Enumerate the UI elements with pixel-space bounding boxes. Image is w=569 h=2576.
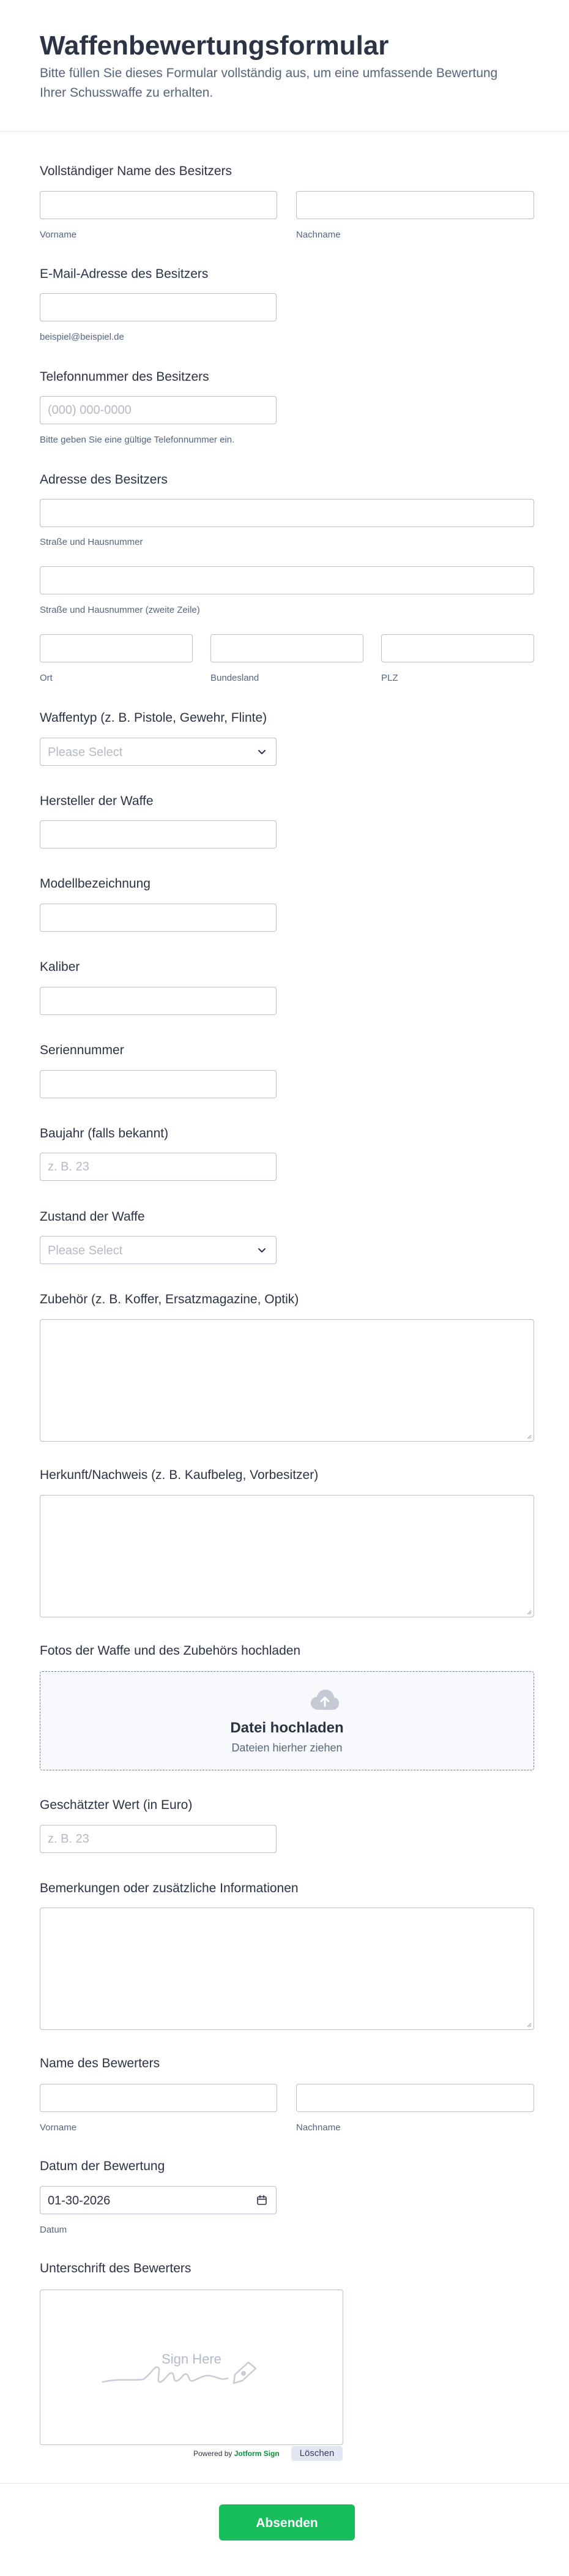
file-upload-dropzone[interactable]: [40, 1671, 534, 1770]
value-estimate-input[interactable]: [40, 1825, 277, 1853]
appraiser-last-name-input[interactable]: [296, 2084, 534, 2112]
model-input[interactable]: [40, 904, 277, 932]
appraiser-first-name-input[interactable]: [40, 2084, 277, 2112]
owner-first-name-input[interactable]: [40, 191, 277, 219]
signature-scribble-icon: [102, 2350, 279, 2393]
appraiser-first-name-sublabel: Vorname: [40, 2122, 77, 2133]
resize-handle-icon[interactable]: [526, 1609, 532, 1615]
street-line1-sublabel: Straße und Hausnummer: [40, 537, 143, 547]
model-label: Modellbezeichnung: [40, 877, 151, 891]
signature-label: Unterschrift des Bewerters: [40, 2261, 192, 2275]
owner-first-name-sublabel: Vorname: [40, 230, 77, 240]
value-estimate-label: Geschätzter Wert (in Euro): [40, 1798, 193, 1812]
phone-input[interactable]: [40, 396, 277, 424]
weapon-type-select[interactable]: [40, 738, 277, 766]
year-input[interactable]: [40, 1153, 277, 1181]
date-value: 01-30-2026: [48, 2194, 111, 2207]
chevron-down-icon: [256, 746, 267, 757]
jotform-sign-brand: Jotform Sign: [234, 2449, 280, 2458]
street-line1-input[interactable]: [40, 499, 534, 527]
chevron-down-icon: [256, 1245, 267, 1256]
email-input[interactable]: [40, 293, 277, 321]
manufacturer-label: Hersteller der Waffe: [40, 794, 154, 808]
form-title: Waffenbewertungsformular: [40, 31, 389, 61]
state-input[interactable]: [210, 634, 363, 662]
form-subtitle: Bitte füllen Sie dieses Formular vollständig aus, um eine umfassende Bewertung Ihrer Schusswaffe zu erhalten.: [40, 66, 498, 100]
zip-input[interactable]: [381, 634, 534, 662]
appraiser-last-name-sublabel: Nachname: [296, 2122, 341, 2133]
clear-signature-button[interactable]: Löschen: [291, 2446, 343, 2461]
weapon-type-value: Please Select: [48, 746, 123, 759]
owner-name-label: Vollständiger Name des Besitzers: [40, 164, 232, 178]
resize-handle-icon[interactable]: [526, 1433, 532, 1439]
resize-handle-icon[interactable]: [526, 2021, 532, 2027]
condition-value: Please Select: [48, 1244, 123, 1257]
accessories-textarea[interactable]: [40, 1319, 534, 1442]
remarks-textarea[interactable]: [40, 1908, 534, 2030]
condition-select[interactable]: [40, 1236, 277, 1264]
form-header: [0, 0, 569, 132]
weapon-type-label: Waffentyp (z. B. Pistole, Gewehr, Flinte): [40, 711, 267, 725]
street-line2-input[interactable]: [40, 566, 534, 594]
provenance-label: Herkunft/Nachweis (z. B. Kaufbeleg, Vorbesitzer): [40, 1468, 319, 1482]
phone-sublabel: Bitte geben Sie eine gültige Telefonnummer ein.: [40, 435, 235, 445]
email-sublabel: beispiel@beispiel.de: [40, 332, 124, 342]
street-line2-sublabel: Straße und Hausnummer (zweite Zeile): [40, 605, 200, 615]
phone-label: Telefonnummer des Besitzers: [40, 370, 209, 384]
date-label: Datum der Bewertung: [40, 2159, 165, 2173]
calendar-icon[interactable]: [256, 2195, 267, 2206]
remarks-label: Bemerkungen oder zusätzliche Informationen: [40, 1881, 299, 1895]
serial-label: Seriennummer: [40, 1043, 124, 1057]
appraiser-name-label: Name des Bewerters: [40, 2056, 160, 2070]
zip-sublabel: PLZ: [381, 673, 398, 683]
owner-last-name-sublabel: Nachname: [296, 230, 341, 240]
owner-last-name-input[interactable]: [296, 191, 534, 219]
city-sublabel: Ort: [40, 673, 53, 683]
signature-pad[interactable]: [40, 2290, 343, 2445]
year-label: Baujahr (falls bekannt): [40, 1126, 169, 1140]
manufacturer-input[interactable]: [40, 820, 277, 848]
form-footer: [0, 2483, 569, 2576]
cloud-upload-icon: [310, 1688, 340, 1712]
city-input[interactable]: [40, 634, 193, 662]
signature-placeholder: Sign Here: [162, 2351, 221, 2367]
caliber-label: Kaliber: [40, 960, 80, 974]
provenance-textarea[interactable]: [40, 1495, 534, 1617]
upload-hint: Dateien hierher ziehen: [231, 1742, 343, 1754]
upload-title: Datei hochladen: [230, 1720, 344, 1736]
condition-label: Zustand der Waffe: [40, 1210, 145, 1224]
address-label: Adresse des Besitzers: [40, 473, 168, 487]
date-input[interactable]: [40, 2186, 277, 2214]
powered-by-text: Powered by Jotform Sign: [193, 2449, 280, 2458]
accessories-label: Zubehör (z. B. Koffer, Ersatzmagazine, Optik): [40, 1292, 299, 1306]
serial-input[interactable]: [40, 1070, 277, 1098]
caliber-input[interactable]: [40, 987, 277, 1015]
date-sublabel: Datum: [40, 2225, 67, 2235]
state-sublabel: Bundesland: [210, 673, 259, 683]
photos-label: Fotos der Waffe und des Zubehörs hochladen: [40, 1644, 301, 1658]
email-label: E-Mail-Adresse des Besitzers: [40, 267, 209, 281]
submit-button[interactable]: Absenden: [219, 2504, 355, 2540]
